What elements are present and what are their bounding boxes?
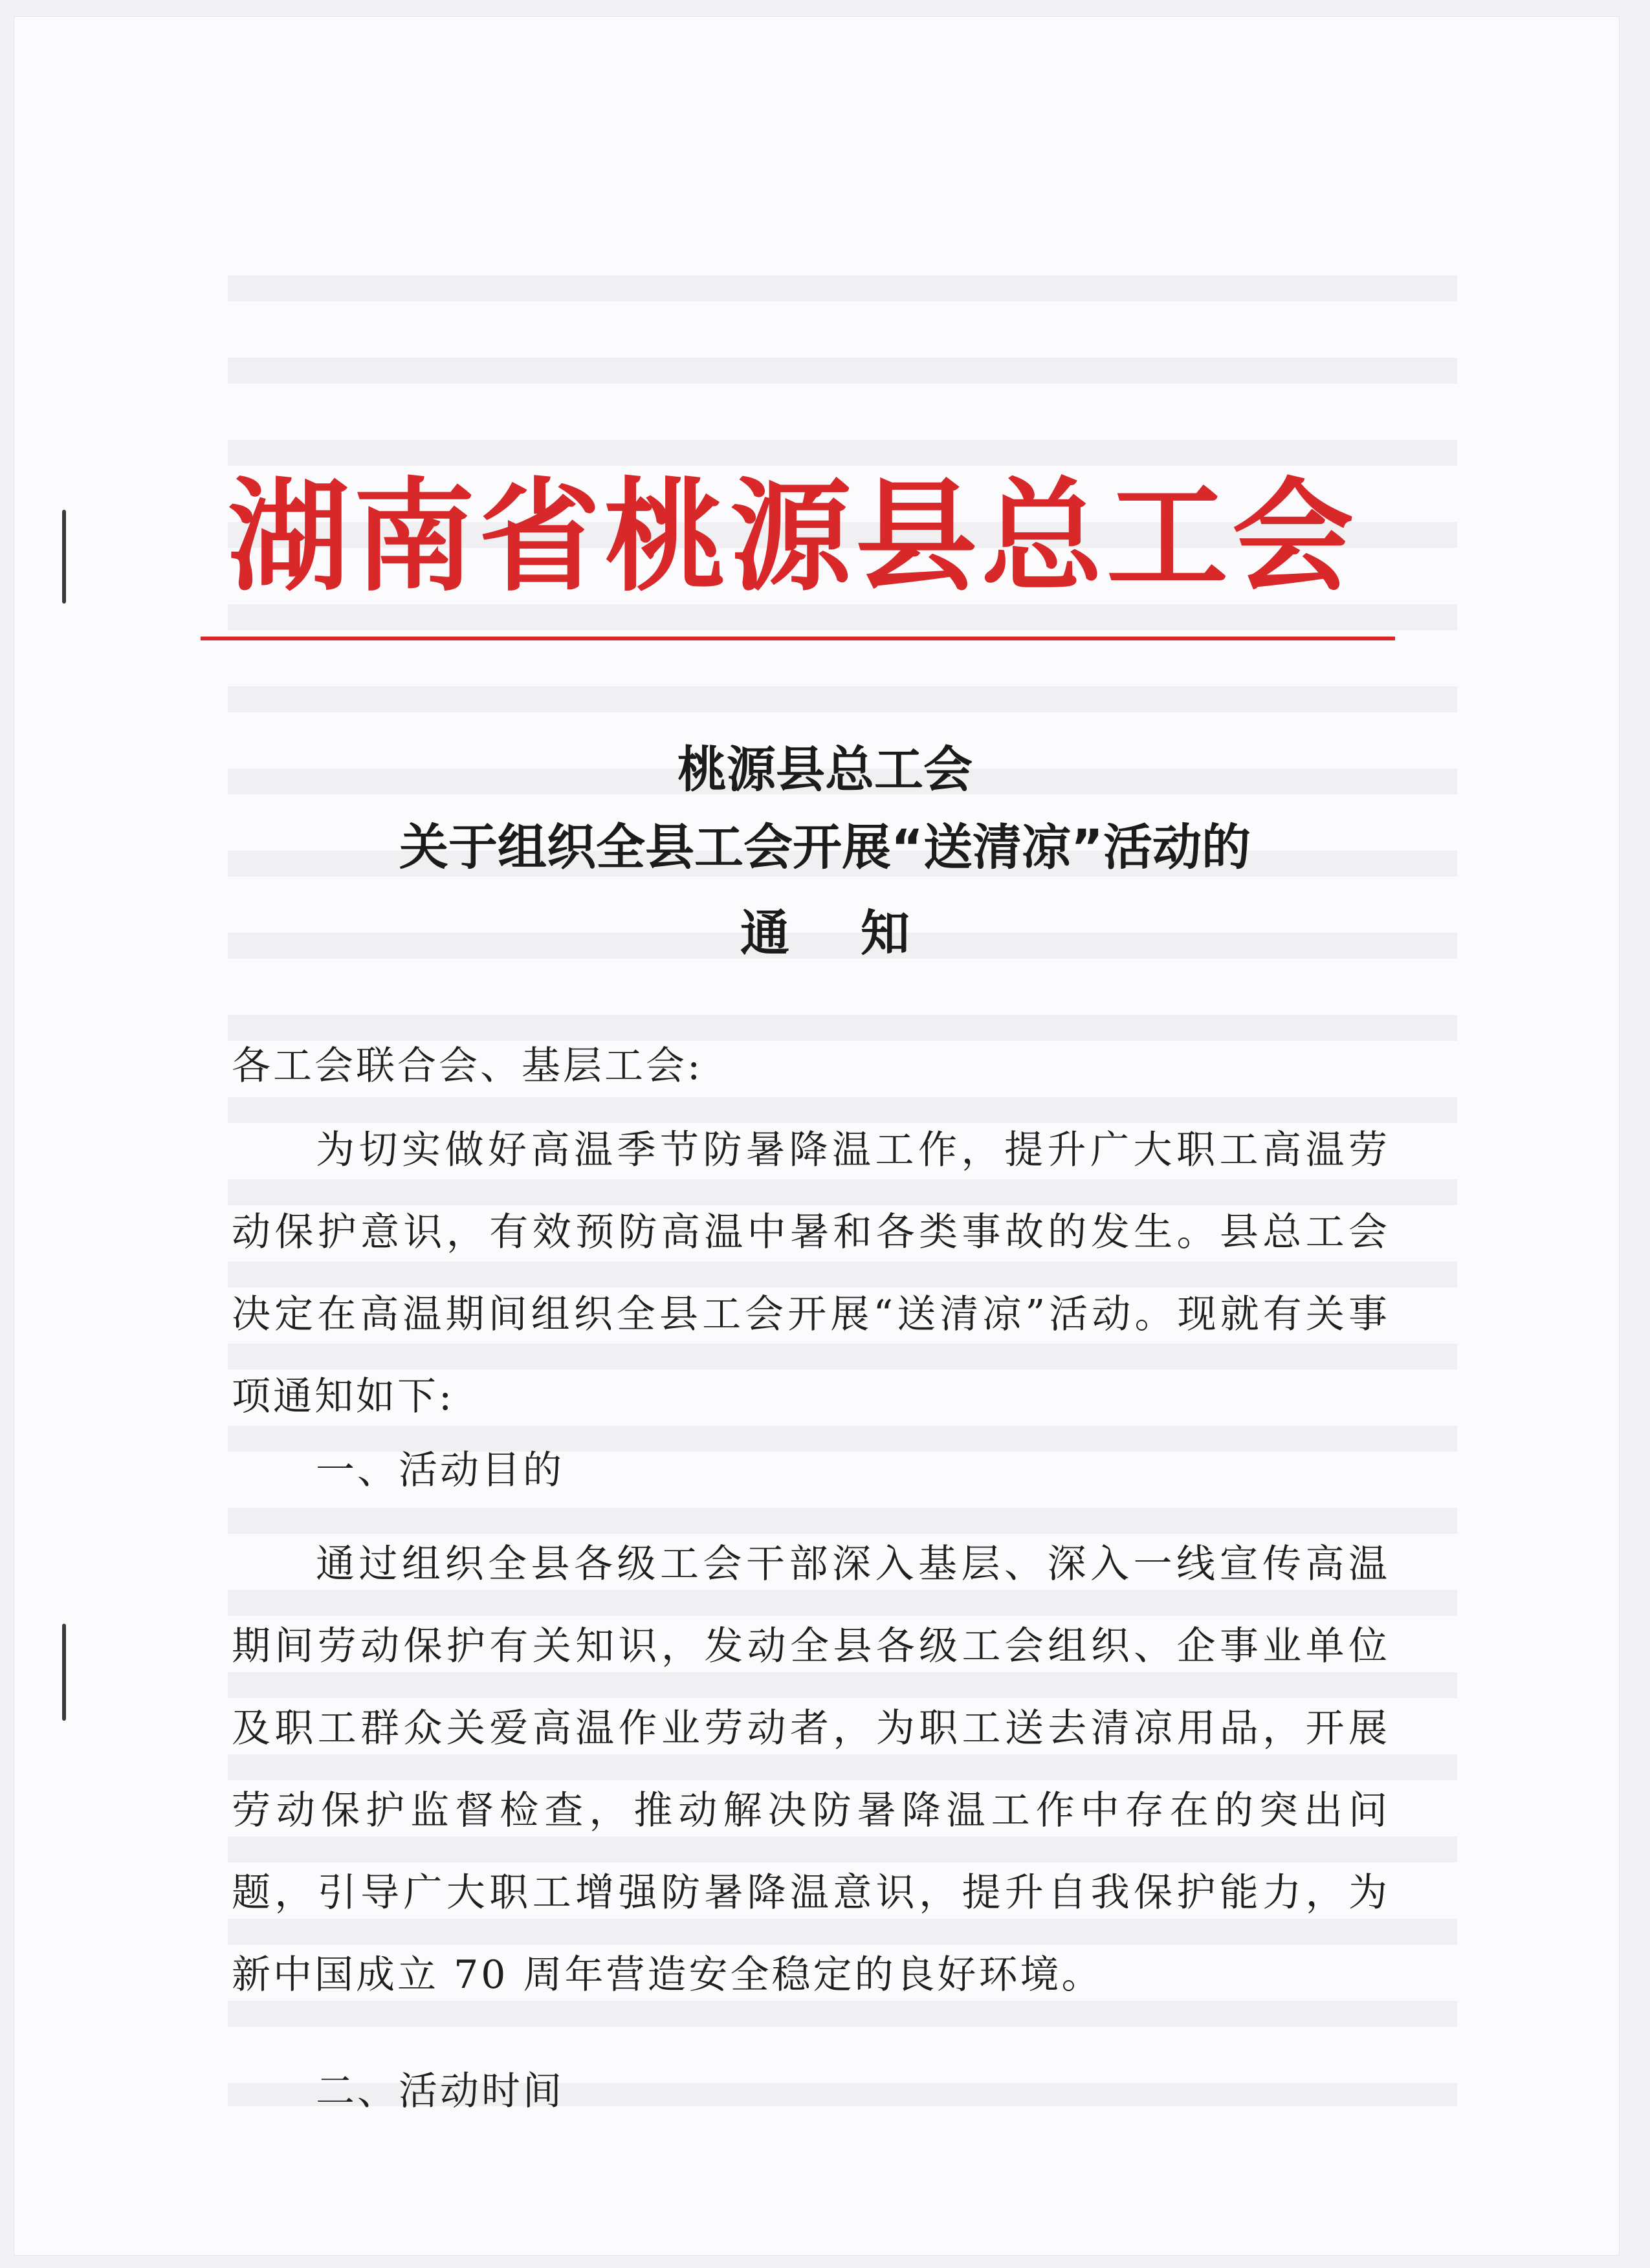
staple-bottom <box>62 1624 66 1721</box>
section2-heading: 二、活动时间 <box>316 2069 564 2114</box>
section1-paragraph: 通过组织全县各级工会干部深入基层、深入一线宣传高温期间劳动保护有关知识，发动全县各级工会组织、企事业单位及职工群众关爱高温作业劳动者，为职工送去清凉用品，开展劳动保护监督检查，推动解决防暑降温工作中存在的突出问题，引导广大职工增强防暑降温意识，提升自我保护能力，为新中国成立 70 周年营造安全稳定的良好环境。 <box>232 1542 1390 1998</box>
masthead-org-name: 湖南省桃源县总工会 <box>228 465 1358 608</box>
masthead-red-rule <box>201 637 1395 640</box>
section1-heading: 一、活动目的 <box>316 1448 564 1493</box>
notice-title-line3: 通知 <box>740 904 981 962</box>
intro-paragraph: 为切实做好高温季节防暑降温工作，提升广大职工高温劳动保护意识，有效预防高温中暑和各类事故的发生。县总工会决定在高温期间组织全县工会开展“送清凉”活动。现就有关事项通知如下: <box>232 1128 1390 1419</box>
staple-top <box>62 510 66 604</box>
salutation: 各工会联合会、基层工会: <box>232 1043 703 1089</box>
notice-title-line1: 桃源县总工会 <box>677 741 973 798</box>
notice-title-line2: 关于组织全县工会开展“送清凉”活动的 <box>399 818 1251 876</box>
